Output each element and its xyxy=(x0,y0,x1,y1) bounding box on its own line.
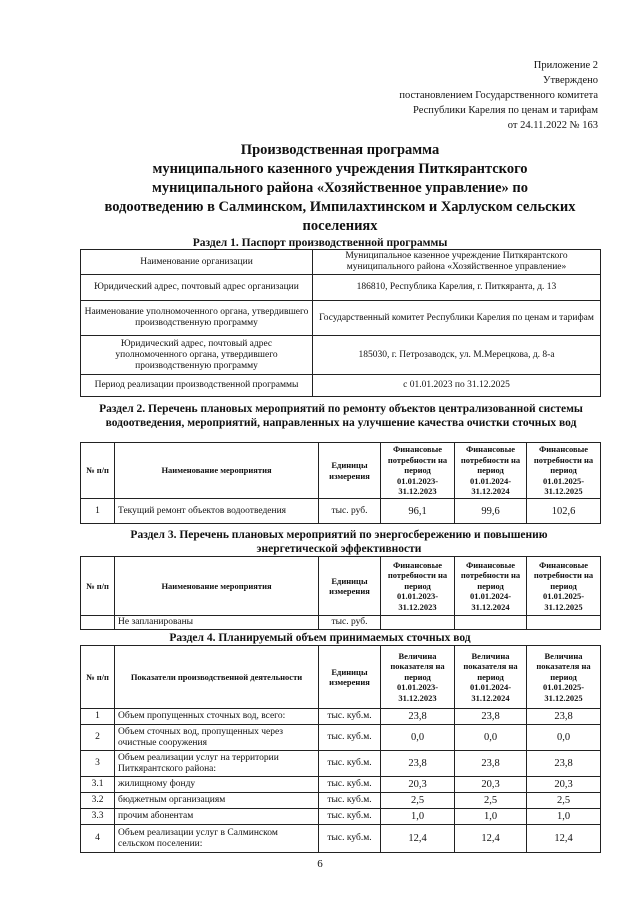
value-2024 xyxy=(455,616,527,630)
resolution-date: от 24.11.2022 № 163 xyxy=(507,120,598,131)
col-header-2024: Финансовые потребности на период 01.01.2024-31.12.2024 xyxy=(455,443,527,499)
table-header-row xyxy=(81,646,601,709)
value-2024: 2,5 xyxy=(455,793,527,809)
value-2023: 12,4 xyxy=(381,825,455,853)
table-row xyxy=(81,499,601,524)
measure-name: Не запланированы xyxy=(115,616,319,630)
passport-value: 185030, г. Петрозаводск, ул. М.Мерецкова, д. 8-а xyxy=(313,336,601,375)
passport-label: Юридический адрес, почтовый адрес уполномоченного органа, утвердившего производственную программу xyxy=(81,336,313,375)
col-header-2024: Финансовые потребности на период 01.01.2024-31.12.2024 xyxy=(455,557,527,616)
row-num: 3.1 xyxy=(81,777,115,793)
passport-table xyxy=(80,249,601,397)
indicator-name: прочим абонентам xyxy=(115,809,319,825)
title-line: муниципального района «Хозяйственное управление» по xyxy=(151,180,529,196)
passport-value: с 01.01.2023 по 31.12.2025 xyxy=(313,375,601,397)
table-row xyxy=(81,751,601,777)
resolution-line: постановлением Государственного комитета xyxy=(399,90,598,101)
unit-cell: тыс. куб.м. xyxy=(319,825,381,853)
col-header-2025: Величина показателя на период 01.01.2025-31.12.2025 xyxy=(527,646,601,709)
col-header-unit: Единицы измерения xyxy=(319,557,381,616)
passport-value: 186810, Республика Карелия, г. Питкяранта, д. 13 xyxy=(313,275,601,301)
col-header-name: Наименование мероприятия xyxy=(115,443,319,499)
col-header-num: № п/п xyxy=(81,646,115,709)
value-2024: 23,8 xyxy=(455,709,527,725)
col-header-num: № п/п xyxy=(81,557,115,616)
row-num: 4 xyxy=(81,825,115,853)
value-2025: 20,3 xyxy=(527,777,601,793)
row-num: 2 xyxy=(81,725,115,751)
passport-label: Наименование уполномоченного органа, утвердившего производственную программу xyxy=(81,301,313,336)
value-2025: 0,0 xyxy=(527,725,601,751)
row-num: 3.2 xyxy=(81,793,115,809)
committee-line: Республики Карелия по ценам и тарифам xyxy=(413,105,598,116)
value-2025: 23,8 xyxy=(527,751,601,777)
title-line: Производственная программа xyxy=(240,142,440,158)
row-num: 1 xyxy=(81,499,115,524)
indicator-name: Объем реализации услуг на территории Питкярантского района: xyxy=(115,751,319,777)
value-2023: 23,8 xyxy=(381,709,455,725)
value-2025: 12,4 xyxy=(527,825,601,853)
indicator-name: Объем реализации услуг в Салминском сельском поселении: xyxy=(115,825,319,853)
section-3-heading: Раздел 3. Перечень плановых мероприятий по энергосбережению и повышению энергетической эффективности xyxy=(130,529,548,555)
unit-cell: тыс. куб.м. xyxy=(319,725,381,751)
unit-cell: тыс. куб.м. xyxy=(319,709,381,725)
energy-measures-table xyxy=(80,556,601,630)
table-row xyxy=(81,825,601,853)
unit-cell: тыс. куб.м. xyxy=(319,809,381,825)
col-header-2023: Величина показателя на период 01.01.2023-31.12.2023 xyxy=(381,646,455,709)
value-2024: 23,8 xyxy=(455,751,527,777)
title-line: водоотведению в Салминском, Импилахтинском и Харлуском сельских xyxy=(104,199,576,215)
appendix-label: Приложение 2 xyxy=(533,60,598,71)
col-header-name: Наименование мероприятия xyxy=(115,557,319,616)
value-2025: 23,8 xyxy=(527,709,601,725)
col-header-2024: Величина показателя на период 01.01.2024-31.12.2024 xyxy=(455,646,527,709)
document-title xyxy=(90,141,590,236)
table-row xyxy=(81,275,601,301)
title-line: поселениях xyxy=(302,218,378,234)
passport-value: Муниципальное казенное учреждение Питкярантского муниципального района «Хозяйственное управление» xyxy=(313,250,601,275)
unit-cell: тыс. куб.м. xyxy=(319,751,381,777)
table-row xyxy=(81,616,601,630)
row-num xyxy=(81,616,115,630)
row-num: 3.3 xyxy=(81,809,115,825)
value-2024: 12,4 xyxy=(455,825,527,853)
value-2023: 2,5 xyxy=(381,793,455,809)
table-row xyxy=(81,777,601,793)
table-row xyxy=(81,725,601,751)
value-2023: 1,0 xyxy=(381,809,455,825)
value-2025 xyxy=(527,616,601,630)
row-num: 1 xyxy=(81,709,115,725)
passport-label: Период реализации производственной программы xyxy=(81,375,313,397)
passport-label: Юридический адрес, почтовый адрес организации xyxy=(81,275,313,301)
col-header-unit: Единицы измерения xyxy=(319,646,381,709)
col-header-2025: Финансовые потребности на период 01.01.2025-31.12.2025 xyxy=(527,557,601,616)
value-2023: 20,3 xyxy=(381,777,455,793)
table-row xyxy=(81,336,601,375)
unit-cell: тыс. руб. xyxy=(319,616,381,630)
col-header-2023: Финансовые потребности на период 01.01.2023-31.12.2023 xyxy=(381,557,455,616)
table-header-row xyxy=(81,443,601,499)
value-2023 xyxy=(381,616,455,630)
col-header-2025: Финансовые потребности на период 01.01.2025-31.12.2025 xyxy=(527,443,601,499)
table-row xyxy=(81,809,601,825)
indicator-name: Объем пропущенных сточных вод, всего: xyxy=(115,709,319,725)
value-2025: 1,0 xyxy=(527,809,601,825)
section-1-heading: Раздел 1. Паспорт производственной программы xyxy=(192,237,448,249)
row-num: 3 xyxy=(81,751,115,777)
col-header-unit: Единицы измерения xyxy=(319,443,381,499)
unit-cell: тыс. куб.м. xyxy=(319,777,381,793)
passport-label: Наименование организации xyxy=(81,250,313,275)
value-2024: 20,3 xyxy=(455,777,527,793)
unit-cell: тыс. руб. xyxy=(319,499,381,524)
value-2025: 102,6 xyxy=(527,499,601,524)
section-2-heading: Раздел 2. Перечень плановых мероприятий по ремонту объектов централизованной системы водоотведения, мероприятий, направленных на улучшение качества очистки сточных вод xyxy=(99,403,583,429)
value-2025: 2,5 xyxy=(527,793,601,809)
col-header-num: № п/п xyxy=(81,443,115,499)
indicator-name: Объем сточных вод, пропущенных через очистные сооружения xyxy=(115,725,319,751)
appendix-block xyxy=(399,58,598,133)
table-header-row xyxy=(81,557,601,616)
wastewater-volume-table xyxy=(80,645,601,853)
value-2023: 96,1 xyxy=(381,499,455,524)
repair-measures-table xyxy=(80,442,601,524)
table-row xyxy=(81,250,601,275)
value-2023: 0,0 xyxy=(381,725,455,751)
unit-cell: тыс. куб.м. xyxy=(319,793,381,809)
value-2023: 23,8 xyxy=(381,751,455,777)
title-line: муниципального казенного учреждения Питкярантского xyxy=(152,161,528,177)
table-row xyxy=(81,709,601,725)
passport-value: Государственный комитет Республики Карелия по ценам и тарифам xyxy=(313,301,601,336)
value-2024: 1,0 xyxy=(455,809,527,825)
table-row xyxy=(81,301,601,336)
indicator-name: бюджетным организациям xyxy=(115,793,319,809)
table-row xyxy=(81,793,601,809)
section-4-heading: Раздел 4. Планируемый объем принимаемых сточных вод xyxy=(169,632,471,644)
table-row xyxy=(81,375,601,397)
col-header-2023: Финансовые потребности на период 01.01.2023-31.12.2023 xyxy=(381,443,455,499)
value-2024: 99,6 xyxy=(455,499,527,524)
measure-name: Текущий ремонт объектов водоотведения xyxy=(115,499,319,524)
value-2024: 0,0 xyxy=(455,725,527,751)
col-header-name: Показатели производственной деятельности xyxy=(115,646,319,709)
page-number: 6 xyxy=(317,858,323,870)
indicator-name: жилищному фонду xyxy=(115,777,319,793)
approved-label: Утверждено xyxy=(543,75,598,86)
